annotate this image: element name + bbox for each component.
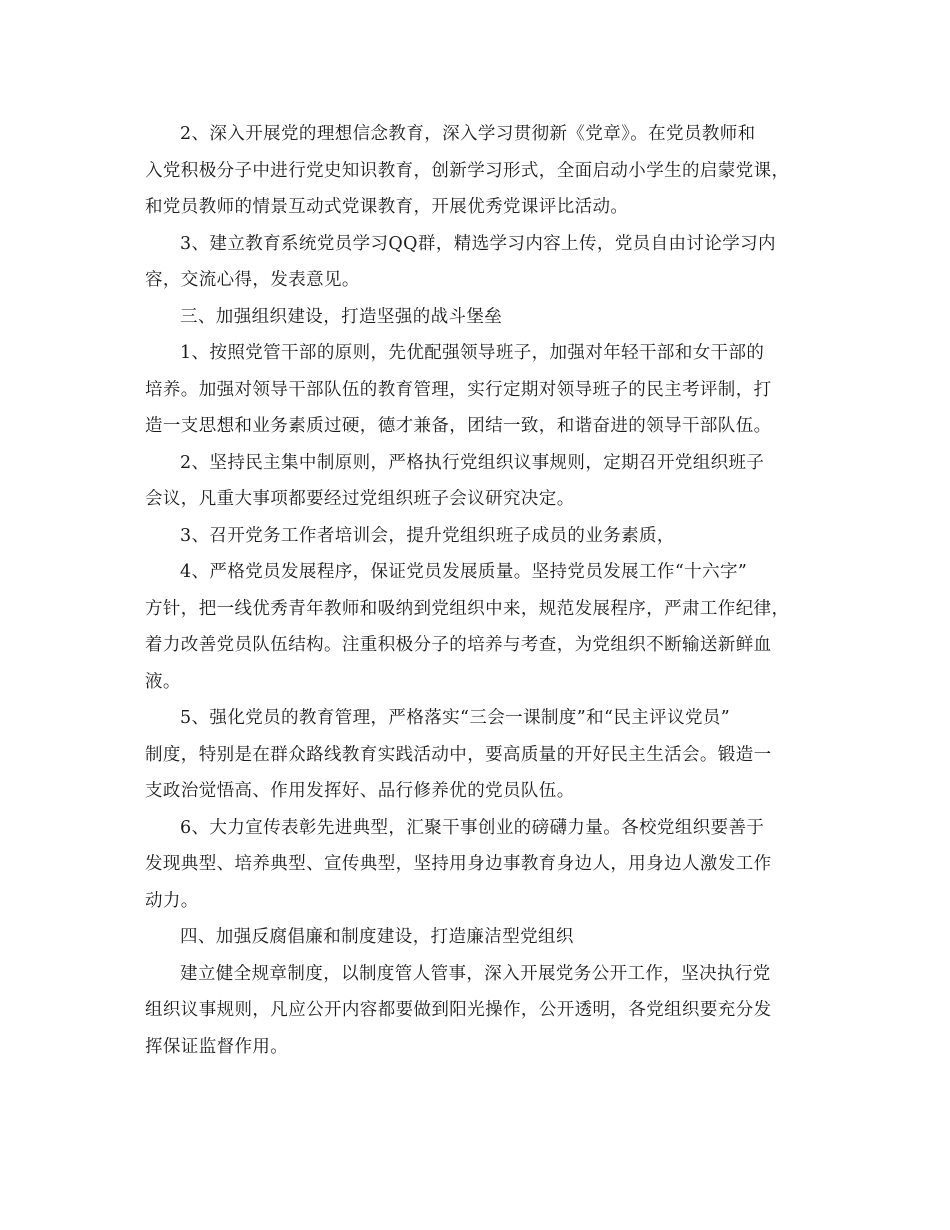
paragraph-line: 动力。 <box>145 890 199 911</box>
document-body <box>145 116 810 1065</box>
paragraph-line: 和党员教师的情景互动式党课教育，开展优秀党课评比活动。 <box>145 197 629 217</box>
paragraph-line: 2、坚持民主集中制原则，严格执行党组织议事规则，定期召开党组织班子 <box>180 452 765 473</box>
paragraph-advanced-models <box>145 810 810 920</box>
paragraph-line: 容，交流心得，发表意见。 <box>145 270 360 290</box>
paragraph-line: 制度，特别是在群众路线教育实践活动中，要高质量的开好民主生活会。锻造一 <box>145 744 772 765</box>
heading-line: 四、加强反腐倡廉和制度建设，打造廉洁型党组织 <box>180 927 574 947</box>
paragraph-line: 3、建立教育系统党员学习QQ群，精选学习内容上传，党员自由讨论学习内 <box>180 233 776 254</box>
paragraph-line: 6、大力宣传表彰先进典型，汇聚干事创业的磅礴力量。各校党组织要善于 <box>180 817 765 838</box>
paragraph-line: 组织议事规则，凡应公开内容都要做到阳光操作，公开透明，各党组织要充分发 <box>145 1000 772 1020</box>
paragraph-line: 造一支思想和业务素质过硬，德才兼备，团结一致，和谐奋进的领导干部队伍。 <box>145 416 772 436</box>
paragraph-line: 会议，凡重大事项都要经过党组织班子会议研究决定。 <box>145 489 575 509</box>
paragraph-line: 1、按照党管干部的原则，先优配强领导班子，加强对年轻干部和女干部的 <box>180 343 765 363</box>
paragraph-line: 着力改善党员队伍结构。注重积极分子的培养与考查，为党组织不断输送新鲜血 <box>145 635 772 655</box>
paragraph-leadership-team <box>145 335 810 445</box>
paragraph-line: 3、召开党务工作者培训会，提升党组织班子成员的业务素质， <box>180 525 675 546</box>
section-heading-organization <box>145 299 810 336</box>
paragraph-rules-system <box>145 956 810 1066</box>
paragraph-line: 液。 <box>145 671 181 692</box>
paragraph-democratic-centralism <box>145 445 810 518</box>
paragraph-line: 4、严格党员发展程序，保证党员发展质量。坚持党员发展工作“十六字” <box>180 562 748 582</box>
paragraph-line: 挥保证监督作用。 <box>145 1036 289 1057</box>
paragraph-training-meeting <box>145 518 810 555</box>
heading-line: 三、加强组织建设，打造坚强的战斗堡垒 <box>180 306 503 327</box>
paragraph-line: 发现典型、培养典型、宣传典型，坚持用身边事教育身边人，用身边人激发工作 <box>145 854 772 874</box>
section-heading-anti-corruption <box>145 919 810 956</box>
paragraph-qq-study-group <box>145 226 810 299</box>
paragraph-party-ideals-education <box>145 116 810 226</box>
paragraph-line: 支政治觉悟高、作用发挥好、品行修养优的党员队伍。 <box>145 781 575 801</box>
paragraph-line: 入党积极分子中进行党史知识教育，创新学习形式，全面启动小学生的启蒙党课， <box>145 160 790 181</box>
paragraph-line: 培养。加强对领导干部队伍的教育管理，实行定期对领导班子的民主考评制，打 <box>145 379 772 400</box>
paragraph-line: 5、强化党员的教育管理，严格落实“三会一课制度”和“民主评议党员” <box>180 708 731 728</box>
paragraph-member-management <box>145 700 810 810</box>
paragraph-line: 建立健全规章制度，以制度管人管事，深入开展党务公开工作，坚决执行党 <box>180 963 771 984</box>
paragraph-line: 方针，把一线优秀青年教师和吸纳到党组织中来，规范发展程序，严肃工作纪律， <box>145 598 790 619</box>
paragraph-line: 2、深入开展党的理想信念教育，深入学习贯彻新《党章》。在党员教师和 <box>180 124 756 144</box>
paragraph-member-development <box>145 554 810 700</box>
